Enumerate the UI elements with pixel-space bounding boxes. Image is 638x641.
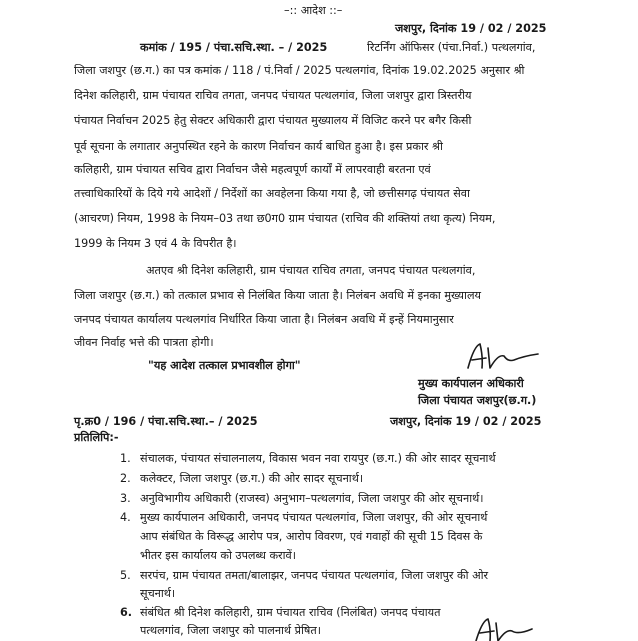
list-item-number: 3. xyxy=(120,492,131,505)
list-item-number: 1. xyxy=(120,452,131,465)
para-line: पंचायत निर्वाचन 2025 हेतु सेक्टर अधिकारी द्वारा पंचायत मुख्यालय में विजिट करने पर बगैर किसी xyxy=(74,114,472,127)
list-item: अनुविभागीय अधिकारी (राजस्व) अनुभाग–पत्थलगांव, जिला जशपुर की ओर सूचनार्थ। xyxy=(140,492,484,505)
list-item: कलेक्टर, जिला जशपुर (छ.ग.) की ओर सादर सूचनार्थ। xyxy=(140,472,364,485)
list-item: आप संबंधित के विरूद्ध आरोप पत्र, आरोप विवरण, एवं गवाहों की सूची 15 दिवस के xyxy=(140,530,483,543)
para-line: कलिहारी, ग्राम पंचायत सचिव द्वारा निर्वाचन जैसे महत्वपूर्ण कार्यों में लापरवाही बरतना एवं xyxy=(74,163,431,176)
para-line: अतएव श्री दिनेश कलिहारी, ग्राम पंचायत राचिव तगता, जनपद पंचायत पत्थलगांव, xyxy=(146,264,476,277)
list-item: भीतर इस कार्यालय को उपलब्ध करावें। xyxy=(140,549,296,562)
para-line: जिला जशपुर (छ.ग.) को तत्काल प्रभाव से निलंबित किया जाता है। निलंबन अवधि में इनका मुख्यालय xyxy=(74,289,482,302)
list-item-number: 2. xyxy=(120,472,131,485)
list-item: सरपंच, ग्राम पंचायत तमता/बालाझर, जनपद पंचायत पत्थलगांव, जिला जशपुर की ओर xyxy=(140,569,489,582)
signature-image xyxy=(460,340,546,374)
para-line: दिनेश कलिहारी, ग्राम पंचायत राचिव तगता, जनपद पंचायत पत्थलगांव, जिला जशपुर द्वारा त्रिस्तरीय xyxy=(74,89,472,102)
para-line: पूर्व सूचना के लगातार अनुपस्थित रहने के कारण निर्वाचन कार्य बाधित हुआ है। इस प्रकार श्री xyxy=(74,140,443,153)
order-reference-tail: रिटर्निंग ऑफिसर (पंचा.निर्वा.) पत्थलगांव, xyxy=(367,41,536,54)
signature-image-2 xyxy=(470,615,540,641)
copy-to-label: प्रतिलिपि:- xyxy=(74,431,119,444)
endorsement-place-date: जशपुर, दिनांक 19 / 02 / 2025 xyxy=(390,415,542,428)
signatory-office: जिला पंचायत जशपुर(छ.ग.) xyxy=(418,394,537,407)
list-item: मुख्य कार्यपालन अधिकारी, जनपद पंचायत पत्थलगांव, जिला जशपुर, की ओर सूचनार्थ xyxy=(140,511,488,524)
order-place-date: जशपुर, दिनांक 19 / 02 / 2025 xyxy=(395,22,547,35)
order-reference: कमांक / 195 / पंचा.सचि.स्था. – / 2025 xyxy=(140,41,328,54)
list-item: पत्थलगांव, जिला जशपुर को पालनार्थ प्रेषित। xyxy=(140,624,321,637)
list-item: संबंधित श्री दिनेश कलिहारी, ग्राम पंचायत राचिव (निलंबित) जनपद पंचायत xyxy=(140,606,441,619)
order-title: –:: आदेश ::– xyxy=(284,4,343,17)
para-line: तत्त्वाधिकारियों के दिये गये आदेशों / निर्देशों का अवहेलना किया गया है, जो छत्तीसगढ़ पंचायत सेवा xyxy=(74,187,470,200)
list-item-number: 5. xyxy=(120,569,131,582)
para-line: जीवन निर्वाह भत्ते की पात्रता होगी। xyxy=(74,336,214,349)
para-line: जनपद पंचायत कार्यालय पत्थलगांव निर्धारित किया जाता है। निलंबन अवधि में इन्हें नियमानुसार xyxy=(74,313,454,326)
list-item: संचालक, पंचायत संचालनालय, विकास भवन नवा रायपुर (छ.ग.) की ओर सादर सूचनार्थ xyxy=(140,452,496,465)
list-item-number: 6. xyxy=(120,606,133,619)
list-item: सूचनार्थ। xyxy=(140,587,176,600)
para-line: जिला जशपुर (छ.ग.) का पत्र कमांक / 118 / पं.निर्वा / 2025 पत्थलगांव, दिनांक 19.02.2025 अनुसार श्री xyxy=(74,64,525,77)
list-item-number: 4. xyxy=(120,511,131,524)
para-line: 1999 के नियम 3 एवं 4 के विपरीत है। xyxy=(74,237,237,250)
endorsement-reference: पृ.क्र0 / 196 / पंचा.सचि.स्था.– / 2025 xyxy=(74,415,258,428)
para-line: (आचरण) नियम, 1998 के नियम–03 तथा छ0ग0 ग्राम पंचायत (राचिव की शक्तियां तथा कृत्य) नियम, xyxy=(74,212,496,225)
signatory-designation: मुख्य कार्यपालन अधिकारी xyxy=(418,377,524,390)
effect-note: "यह आदेश तत्काल प्रभावशील होगा" xyxy=(148,359,301,372)
